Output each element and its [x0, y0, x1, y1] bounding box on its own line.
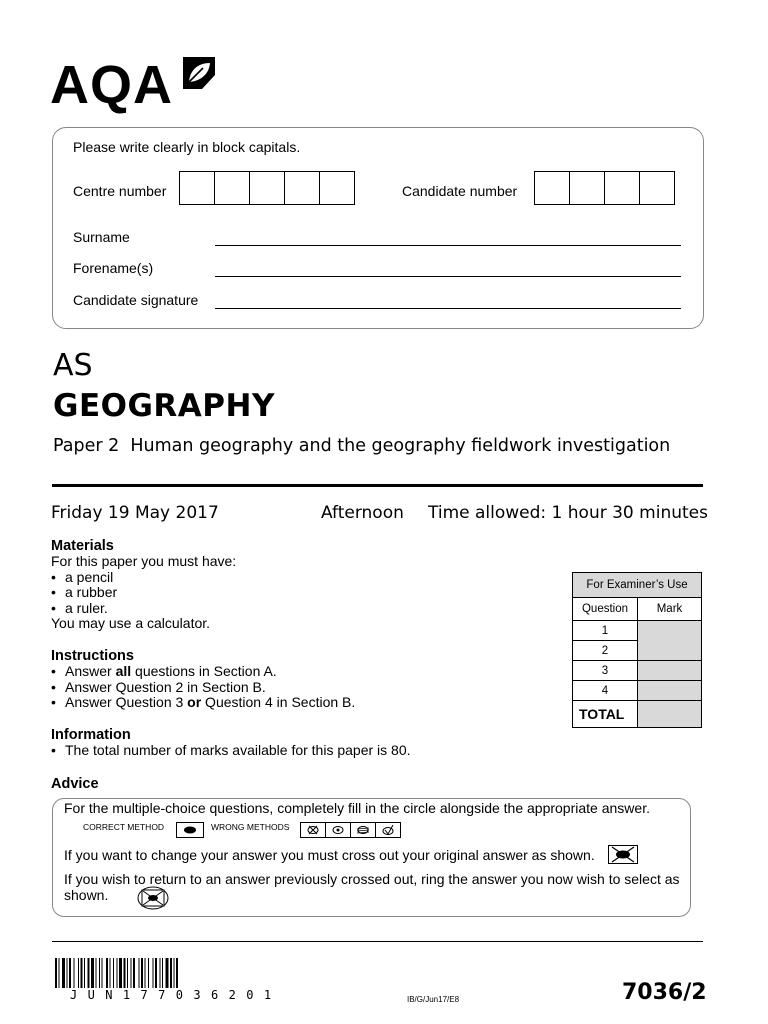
list-item: • a rubber	[51, 585, 551, 601]
block-capitals-instruction: Please write clearly in block capitals.	[73, 139, 301, 155]
mark-column-header: Mark	[638, 598, 702, 621]
barcode	[55, 958, 300, 988]
centre-digit-box[interactable]	[179, 171, 215, 205]
total-mark-cell	[638, 701, 702, 728]
materials-section	[51, 538, 551, 632]
signature-field[interactable]	[215, 308, 681, 309]
footer-divider	[52, 941, 703, 942]
dotted-circle-icon	[326, 823, 351, 837]
centre-number-field[interactable]	[179, 171, 355, 205]
instructions-list	[51, 664, 551, 711]
centre-digit-box[interactable]	[214, 171, 250, 205]
advice-return-answer-text: If you wish to return to an answer previously crossed out, ring the answer you now wish to select as shown.	[64, 871, 680, 903]
information-heading: Information	[51, 727, 131, 743]
mark-cell	[638, 621, 702, 661]
ringed-answer-example-icon	[136, 885, 170, 911]
instructions-heading: Instructions	[51, 648, 134, 664]
information-section	[51, 727, 551, 759]
examiner-marks-table	[572, 572, 702, 728]
list-item: • a ruler.	[51, 601, 551, 617]
question-number: 2	[573, 641, 638, 661]
list-item: • a pencil	[51, 570, 551, 586]
advice-fill-circle-text: For the multiple-choice questions, completely fill in the circle alongside the appropriate answer.	[64, 800, 650, 816]
list-item: • Answer all questions in Section A.	[51, 664, 551, 680]
calculator-note: You may use a calculator.	[51, 615, 211, 632]
scribbled-circle-icon	[351, 823, 376, 837]
materials-list	[51, 570, 551, 617]
exam-session: Afternoon	[321, 503, 404, 523]
materials-heading: Materials	[51, 538, 114, 554]
examiner-table-title: For Examiner’s Use	[573, 573, 702, 598]
list-item: • The total number of marks available for this paper is 80.	[51, 743, 551, 759]
candidate-digit-box[interactable]	[569, 171, 605, 205]
filled-circle-icon	[177, 823, 203, 837]
centre-digit-box[interactable]	[249, 171, 285, 205]
exam-date: Friday 19 May 2017	[51, 503, 219, 523]
subject-title: GEOGRAPHY	[53, 388, 275, 424]
aqa-logo: AQA	[50, 55, 173, 115]
instructions-section	[51, 648, 551, 711]
list-item: • Answer Question 2 in Section B.	[51, 680, 551, 696]
candidate-digit-box[interactable]	[639, 171, 675, 205]
crossed-circle-icon	[301, 823, 326, 837]
total-label: TOTAL	[573, 701, 638, 728]
surname-field[interactable]	[215, 245, 681, 246]
surname-label: Surname	[73, 229, 130, 245]
correct-method-example	[176, 822, 204, 838]
wrong-methods-label: WRONG METHODS	[211, 822, 290, 832]
advice-heading: Advice	[51, 776, 99, 792]
question-column-header: Question	[573, 598, 638, 621]
signature-label: Candidate signature	[73, 292, 199, 308]
title-divider	[52, 484, 703, 487]
centre-digit-box[interactable]	[319, 171, 355, 205]
candidate-number-label: Candidate number	[402, 183, 518, 199]
paper-code: 7036/2	[622, 980, 707, 1005]
crossed-out-answer-example	[608, 845, 638, 864]
question-number: 4	[573, 681, 638, 701]
barcode-digits: JUN177036201	[70, 988, 282, 1002]
leaf-logo-icon	[180, 55, 218, 91]
forenames-field[interactable]	[215, 276, 681, 277]
time-allowed: Time allowed: 1 hour 30 minutes	[428, 503, 708, 523]
information-list	[51, 743, 551, 759]
candidate-number-field[interactable]	[534, 171, 675, 205]
correct-method-label: CORRECT METHOD	[83, 822, 165, 832]
forenames-label: Forename(s)	[73, 260, 154, 276]
candidate-digit-box[interactable]	[604, 171, 640, 205]
advice-cross-out-text: If you want to change your answer you must cross out your original answer as shown.	[64, 847, 595, 863]
ticked-circle-icon	[376, 823, 400, 837]
list-item: • Answer Question 3 or Question 4 in Section B.	[51, 695, 551, 711]
reference-code: IB/G/Jun17/E8	[407, 995, 460, 1004]
centre-digit-box[interactable]	[284, 171, 320, 205]
mark-cell	[638, 661, 702, 681]
question-number: 3	[573, 661, 638, 681]
qualification-level: AS	[53, 348, 93, 383]
paper-title: Paper 2 Human geography and the geography fieldwork investigation	[53, 436, 671, 456]
wrong-methods-examples	[300, 822, 401, 838]
question-number: 1	[573, 621, 638, 641]
centre-number-label: Centre number	[73, 183, 167, 199]
materials-intro: For this paper you must have:	[51, 553, 237, 569]
candidate-digit-box[interactable]	[534, 171, 570, 205]
crossed-out-circle-icon	[609, 846, 637, 863]
mark-cell	[638, 681, 702, 701]
